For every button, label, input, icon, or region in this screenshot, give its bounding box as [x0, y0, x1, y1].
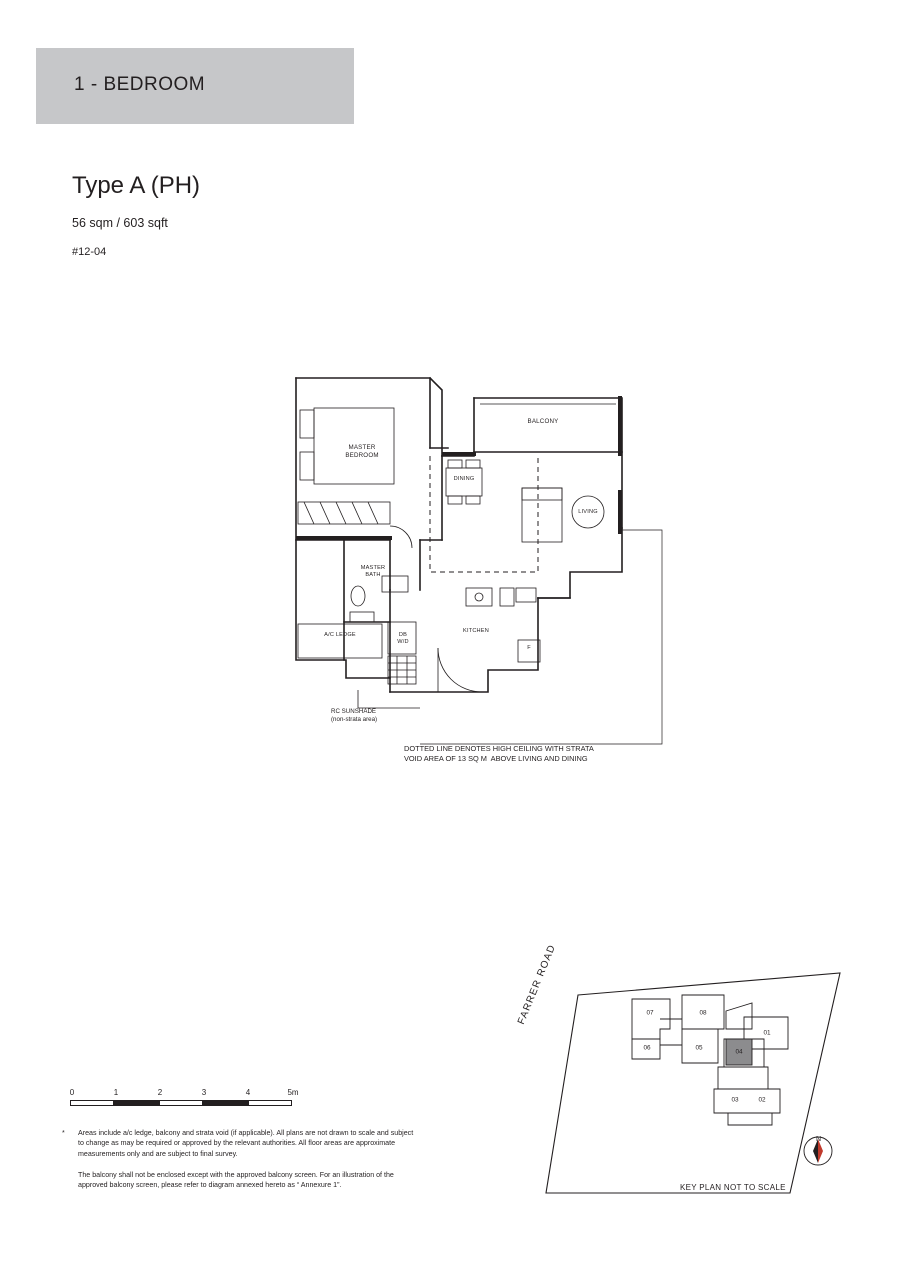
- room-label-balcony: BALCONY: [527, 418, 559, 425]
- key-plan-block-05: 05: [695, 1044, 703, 1052]
- key-plan-block-04: 04: [735, 1048, 743, 1056]
- scale-seg-0: [70, 1100, 114, 1106]
- scale-seg-4: [248, 1100, 292, 1106]
- key-plan-caption: KEY PLAN NOT TO SCALE: [680, 1183, 786, 1192]
- key-plan-block-06: 06: [643, 1044, 651, 1052]
- footnotes: [62, 1128, 417, 1190]
- note-rc-sunshade: RC SUNSHADE (non-strata area): [331, 708, 378, 724]
- north-arrow-label: N: [816, 1136, 822, 1143]
- key-plan-block-08: 08: [699, 1009, 707, 1017]
- scale-seg-3: [203, 1100, 247, 1106]
- footnote-marker: *: [62, 1129, 65, 1137]
- scale-tick-2: 2: [157, 1088, 163, 1097]
- unit-area: 56 sqm / 603 sqft: [72, 216, 168, 230]
- key-plan-road-label: FARRER ROAD: [516, 942, 559, 1027]
- scale-seg-1: [114, 1100, 158, 1106]
- footnote-paragraph-1: Areas include a/c ledge, balcony and strata void (if applicable). All plans are not drawn to scale and subject to change as may be required or approved by the relevant authorities. All floor areas are approximate measurements only and are subject to final survey.: [78, 1129, 414, 1158]
- room-label-ac-ledge: A/C LEDGE: [324, 632, 356, 638]
- scale-seg-2: [159, 1100, 203, 1106]
- scale-tick-3: 3: [201, 1088, 207, 1097]
- scale-tick-4: 4: [245, 1088, 251, 1097]
- key-plan-block-02: 02: [758, 1096, 766, 1104]
- key-plan-block-03: 03: [731, 1096, 739, 1104]
- scale-tick-1: 1: [113, 1088, 119, 1097]
- room-label-db-wd: DB W/D: [397, 632, 409, 645]
- room-label-master-bath: MASTER BATH: [360, 565, 386, 578]
- section-header-band: [36, 48, 354, 124]
- scale-bar: [70, 1088, 310, 1116]
- section-title: 1 - BEDROOM: [74, 74, 206, 95]
- key-plan-svg: [500, 955, 890, 1215]
- room-label-living: LIVING: [578, 509, 598, 515]
- scale-tick-0: 0: [69, 1088, 75, 1097]
- scale-tick-5: 5m: [287, 1088, 299, 1097]
- key-plan-block-01: 01: [763, 1029, 771, 1037]
- scale-bar-segments: [70, 1100, 292, 1108]
- room-label-fridge: F: [527, 645, 531, 651]
- key-plan-block-07: 07: [646, 1009, 654, 1017]
- room-label-kitchen: KITCHEN: [463, 628, 489, 634]
- page-title: Type A (PH): [72, 172, 201, 199]
- key-plan: [500, 955, 890, 1215]
- room-label-dining: DINING: [453, 476, 475, 482]
- footnote-paragraph-2: The balcony shall not be enclosed except with the approved balcony screen. For an illustration of the approved balcony screen, please refer to diagram annexed hereto as “ Annexure 1”.: [78, 1170, 394, 1190]
- room-label-master-bedroom: MASTER BEDROOM: [345, 444, 379, 459]
- note-strata-void: DOTTED LINE DENOTES HIGH CEILING WITH STRATA VOID AREA OF 13 SQ M ABOVE LIVING AND DINING: [404, 744, 594, 763]
- unit-number: #12-04: [72, 246, 107, 258]
